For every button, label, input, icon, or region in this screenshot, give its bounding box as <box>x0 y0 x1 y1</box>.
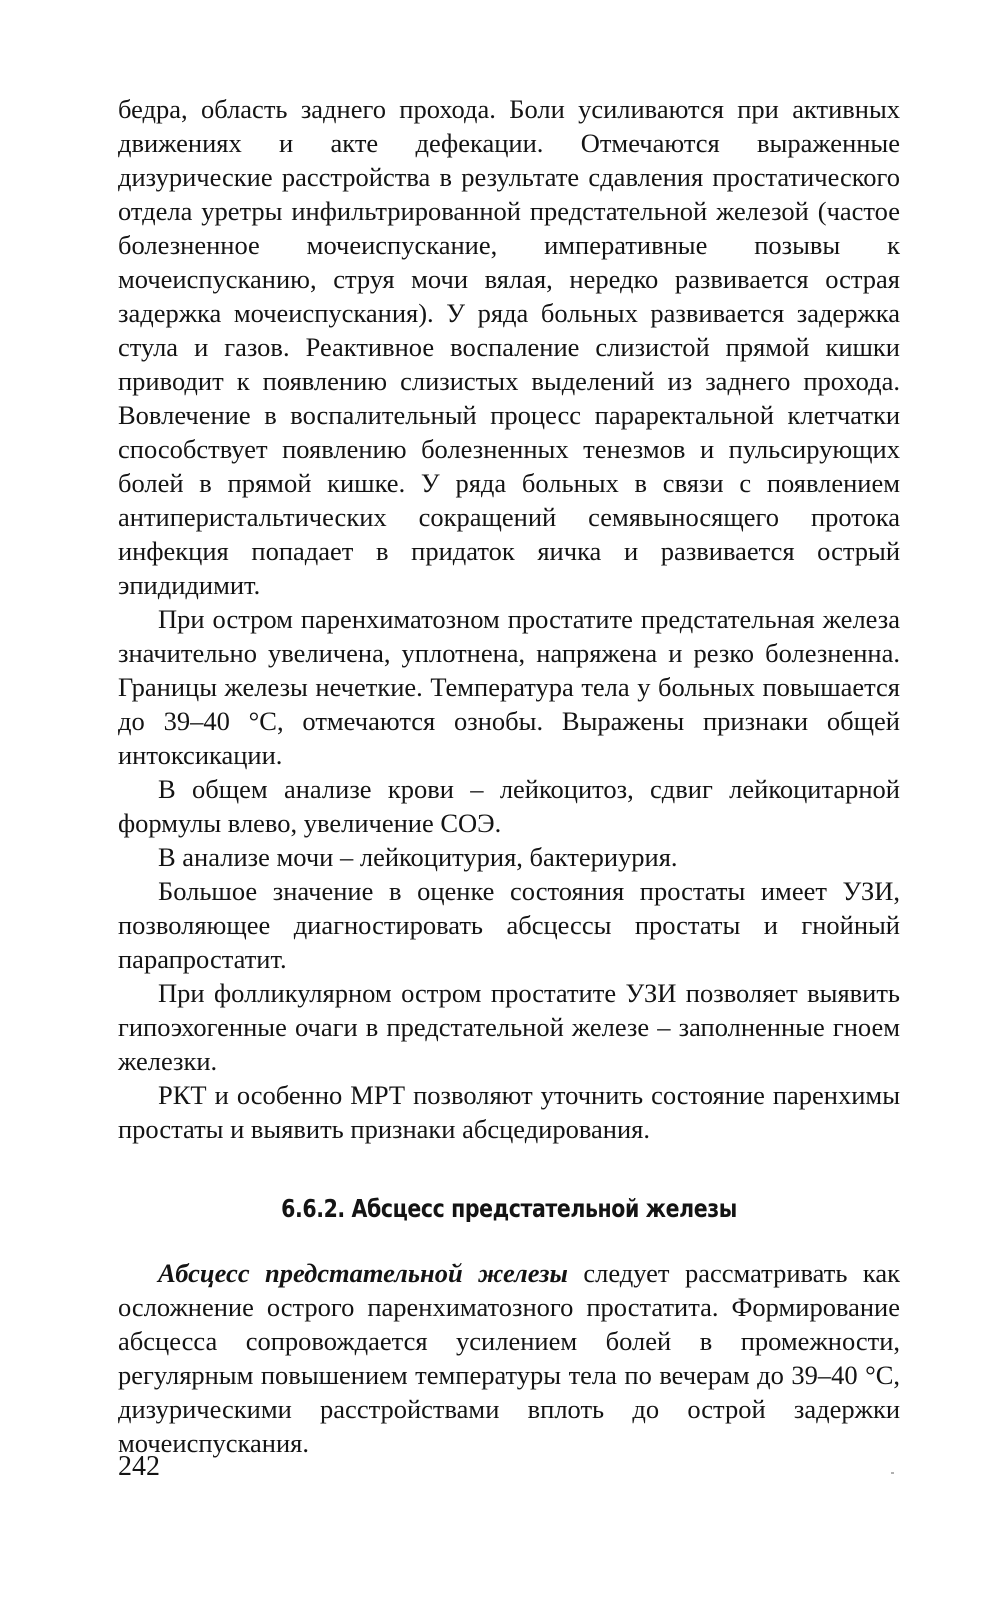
page-body <box>118 92 900 1460</box>
section-heading: 6.6.2. Абсцесс предстательной железы <box>281 1194 737 1223</box>
paragraph-1: бедра, область заднего прохода. Боли усиливаются при активных движениях и акте дефекации. Отмечаются выраженные дизурические расстройства в результате сдавления простатического отдела уретры инфильтрированной предстательной железой (частое болезненное мочеиспускание, императивные позывы к мочеиспусканию, струя мочи вялая, нередко развивается острая задержка мочеиспускания). У ряда больных развивается задержка стула и газов. Реактивное воспаление слизистой прямой кишки приводит к появлению слизистых выделений из заднего прохода. Вовлечение в воспалительный процесс параректальной клетчатки способствует появлению болезненных тенезмов и пульсирующих болей в прямой кишке. У ряда больных в связи с появлением антиперистальтических сокращений семявыносящего протока инфекция попадает в придаток яичка и развивается острый эпидидимит. <box>118 94 900 600</box>
scan-speck <box>891 1472 894 1474</box>
paragraph-3: В общем анализе крови – лейкоцитоз, сдвиг лейкоцитарной формулы влево, увеличение СОЭ. <box>118 774 900 838</box>
paragraph-5: Большое значение в оценке состояния простаты имеет УЗИ, позволяющее диагностировать абсцессы простаты и гнойный парапростатит. <box>118 876 900 974</box>
paragraph-7: РКТ и особенно МРТ позволяют уточнить состояние паренхимы простаты и выявить признаки абсцедирования. <box>118 1080 900 1144</box>
paragraph-4: В анализе мочи – лейкоцитурия, бактериурия. <box>158 842 678 872</box>
paragraph-2: При остром паренхиматозном простатите предстательная железа значительно увеличена, уплотнена, напряжена и резко болезненна. Границы железы нечеткие. Температура тела у больных повышается до 39–40 °С, отмечаются ознобы. Выражены признаки общей интоксикации. <box>118 604 900 770</box>
section-text: следует рассматривать как осложнение острого паренхиматозного простатита. Формирование абсцесса сопровождается усилением болей в промежности, регулярным повышением температуры тела по вечерам до 39–40 °С, дизурическими расстройствами вплоть до острой задержки мочеиспускания. <box>118 1258 900 1458</box>
section-paragraph <box>118 1256 900 1460</box>
page-number: 242 <box>118 1451 160 1482</box>
section-term: Абсцесс предстательной железы <box>158 1258 568 1288</box>
paragraph-6: При фолликулярном остром простатите УЗИ позволяет выявить гипоэхогенные очаги в предстательной железе – заполненные гноем железки. <box>118 978 900 1076</box>
